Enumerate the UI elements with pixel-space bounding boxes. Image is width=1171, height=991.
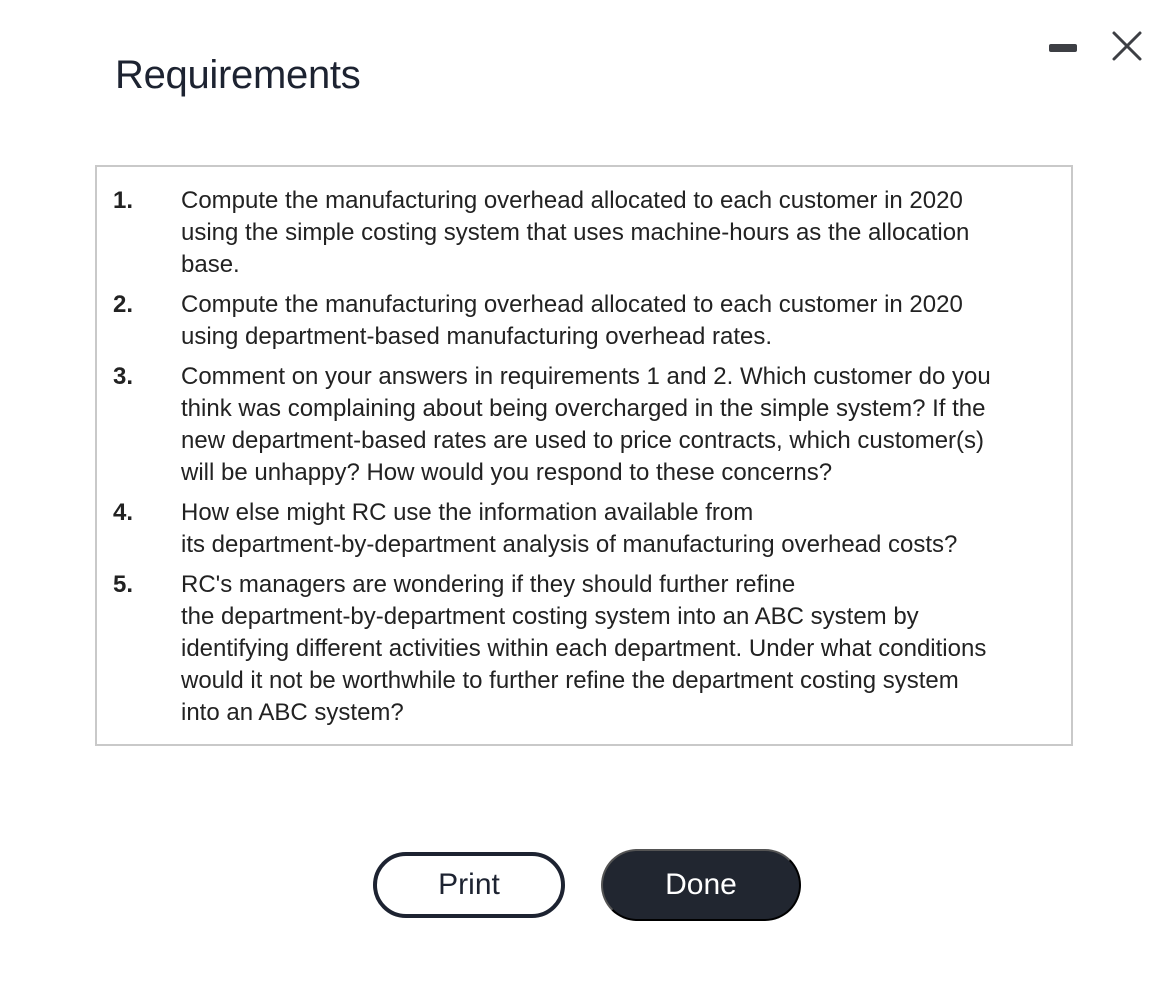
window-controls (1049, 30, 1143, 62)
requirements-list (113, 185, 1055, 729)
done-button[interactable]: Done (601, 849, 801, 921)
dialog-buttons (0, 849, 1171, 921)
requirement-text: How else might RC use the information available from its department-by-department analysis of manufacturing overhead costs? (181, 499, 958, 558)
requirement-text: RC's managers are wondering if they should further refine the department-by-department costing system into an ABC system by identifying different activities within each department. Under what conditions would it not be worthwhile to further refine the department costing system into an ABC system? (181, 571, 987, 726)
requirement-item-1 (113, 185, 1055, 281)
requirement-item-3 (113, 361, 1055, 489)
requirement-number: 2. (113, 291, 134, 318)
requirement-text: Comment on your answers in requirements 1 and 2. Which customer do you think was complaining about being overcharged in the simple system? If the new department-based rates are used to price contracts, which customer(s) will be unhappy? How would you respond to these concerns? (181, 363, 991, 486)
requirement-number: 4. (113, 499, 134, 526)
requirement-text: Compute the manufacturing overhead allocated to each customer in 2020 using the simple costing system that uses machine-hours as the allocation base. (181, 187, 970, 278)
requirement-item-2 (113, 289, 1055, 353)
requirements-box (95, 165, 1073, 746)
requirement-item-4 (113, 497, 1055, 561)
requirement-text: Compute the manufacturing overhead allocated to each customer in 2020 using department-based manufacturing overhead rates. (181, 291, 963, 350)
requirement-item-5 (113, 569, 1055, 729)
requirement-number: 3. (113, 363, 134, 390)
close-icon[interactable] (1111, 30, 1143, 62)
dialog-title: Requirements (115, 53, 361, 97)
requirement-number: 1. (113, 187, 134, 214)
print-button[interactable]: Print (373, 852, 565, 918)
requirement-number: 5. (113, 571, 134, 598)
minimize-icon[interactable] (1049, 44, 1077, 52)
